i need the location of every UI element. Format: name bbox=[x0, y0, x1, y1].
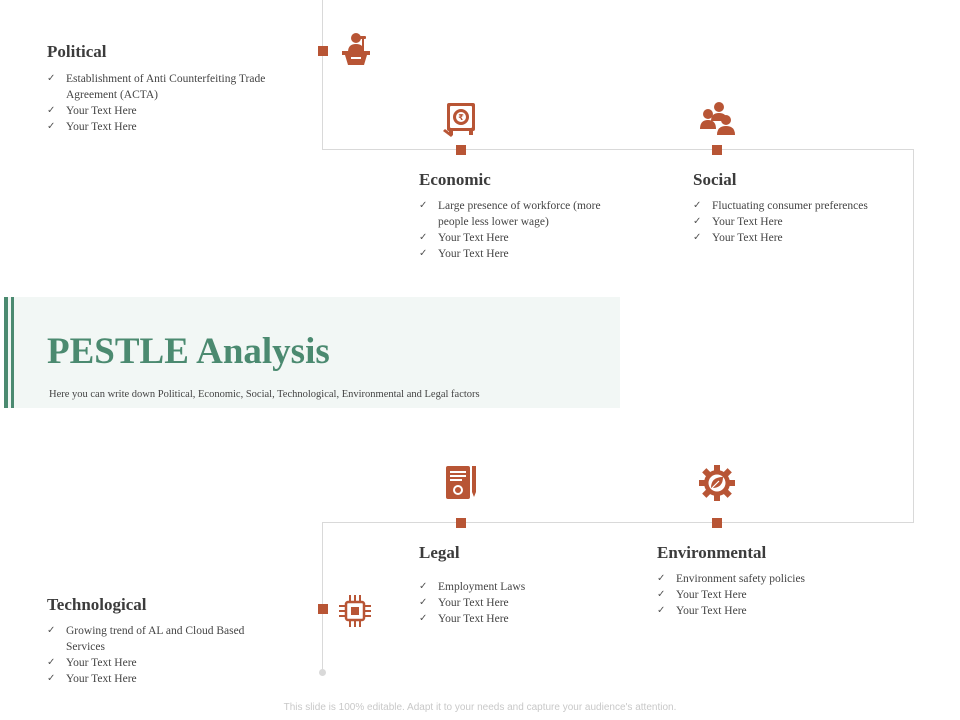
technological-list bbox=[47, 623, 262, 687]
circuit-chip-icon bbox=[335, 591, 375, 631]
list-item: ✓ Your Text Here bbox=[47, 655, 262, 671]
list-item: ✓ Employment Laws bbox=[419, 579, 619, 595]
list-item: ✓ Establishment of Anti Counterfeiting Trade Agreement (ACTA) bbox=[47, 71, 282, 103]
technological-heading: Technological bbox=[47, 595, 147, 614]
legal-heading: Legal bbox=[419, 543, 460, 562]
page-title: PESTLE Analysis bbox=[47, 331, 330, 372]
people-group-icon bbox=[697, 99, 737, 139]
node-environmental bbox=[712, 518, 722, 528]
podium-speaker-icon bbox=[335, 28, 375, 68]
list-item: ✓ Your Text Here bbox=[419, 230, 619, 246]
list-item: ✓ Your Text Here bbox=[657, 587, 897, 603]
legal-list bbox=[419, 579, 619, 627]
connector-line-top-horizontal bbox=[322, 149, 914, 150]
page-subtitle: Here you can write down Political, Economic, Social, Technological, Environmental and Legal factors bbox=[49, 389, 480, 400]
economic-heading: Economic bbox=[419, 170, 491, 189]
connector-end-dot bbox=[319, 669, 326, 676]
list-item: ✓ Your Text Here bbox=[419, 611, 619, 627]
connector-line-top-vertical bbox=[322, 0, 323, 150]
list-item: ✓ Your Text Here bbox=[657, 603, 897, 619]
list-item: ✓ Fluctuating consumer preferences bbox=[693, 198, 923, 214]
list-item: ✓ Your Text Here bbox=[47, 119, 282, 135]
svg-text:₹: ₹ bbox=[458, 113, 464, 122]
social-list bbox=[693, 198, 923, 246]
list-item: ✓ Environment safety policies bbox=[657, 571, 897, 587]
node-economic bbox=[456, 145, 466, 155]
list-item: ✓ Your Text Here bbox=[693, 230, 923, 246]
list-item: ✓ Your Text Here bbox=[47, 103, 282, 119]
certificate-document-icon bbox=[441, 463, 481, 503]
accent-bar bbox=[4, 297, 8, 408]
eco-gear-icon bbox=[697, 463, 737, 503]
money-safe-icon bbox=[441, 99, 481, 139]
economic-list bbox=[419, 198, 619, 262]
list-item: ✓ Your Text Here bbox=[419, 595, 619, 611]
node-political bbox=[318, 46, 328, 56]
list-item: ✓ Growing trend of AL and Cloud Based Services bbox=[47, 623, 262, 655]
node-social bbox=[712, 145, 722, 155]
accent-bar bbox=[11, 297, 14, 408]
political-list bbox=[47, 71, 282, 135]
node-technological bbox=[318, 604, 328, 614]
list-item: ✓ Large presence of workforce (more people less lower wage) bbox=[419, 198, 619, 230]
footer-note: This slide is 100% editable. Adapt it to your needs and capture your audience's attention. bbox=[283, 702, 677, 713]
list-item: ✓ Your Text Here bbox=[47, 671, 262, 687]
environmental-list bbox=[657, 571, 897, 619]
node-legal bbox=[456, 518, 466, 528]
list-item: ✓ Your Text Here bbox=[693, 214, 923, 230]
environmental-heading: Environmental bbox=[657, 543, 767, 562]
social-heading: Social bbox=[693, 170, 737, 189]
list-item: ✓ Your Text Here bbox=[419, 246, 619, 262]
connector-line-bottom-horizontal bbox=[322, 522, 914, 523]
connector-line-bottom-vertical bbox=[322, 522, 323, 672]
political-heading: Political bbox=[47, 42, 107, 61]
